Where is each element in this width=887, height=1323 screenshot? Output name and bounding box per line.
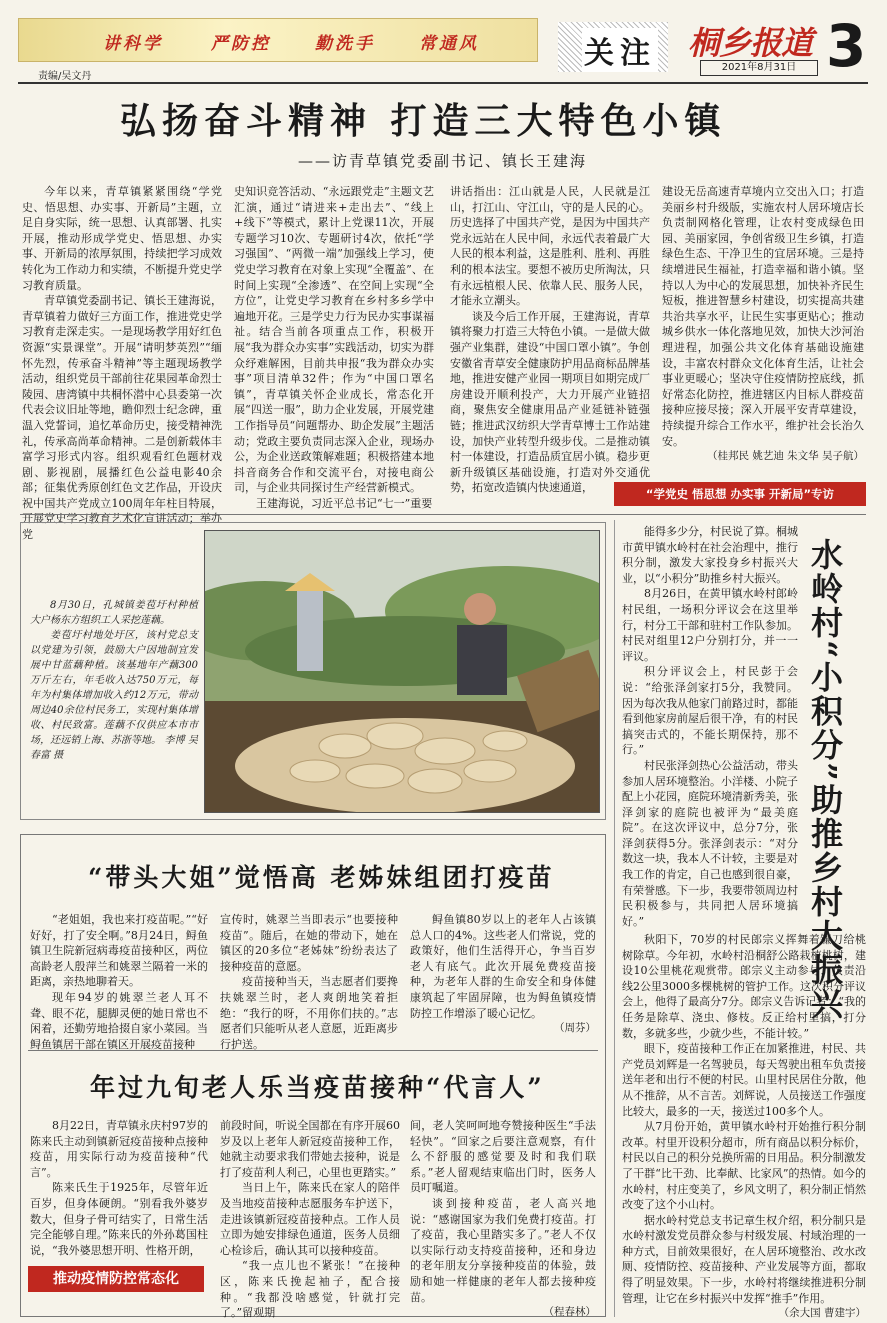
- masthead-divider: [18, 82, 868, 84]
- slogan-1: 讲科学: [103, 34, 163, 54]
- paragraph: 前段时间，听说全国都在有序开展60岁及以上老年人新冠疫苗接种工作，她就主动要求我们带她去接种，说是打了疫苗利人利己，心里也更踏实。”: [220, 1119, 400, 1179]
- article1-column-3: [450, 184, 650, 496]
- paragraph: 间，老人笑呵呵地夸赞接种医生“手法轻快”。“回家之后要注意观察，有什么不舒服的感觉要及时和我们联系。”老人留观结束临出门时，医务人员叮嘱道。: [410, 1119, 596, 1195]
- article1-column-4: [662, 184, 864, 465]
- article1-column-1: [22, 184, 222, 543]
- lotus-root-harvest-photo: [204, 530, 600, 813]
- issue-date: 2021年8月31日: [700, 60, 818, 76]
- article2-headline: “带头大姐”觉悟高 老姊妹组团打疫苗: [88, 863, 555, 892]
- paragraph: 陈来氏生于1925年，尽管年近百岁，但身体硬朗。“别看我外婆岁数大，但身子骨可结实了，日常生活完全能够自理。”陈来氏的外孙葛国柱说，“我外婆思想开明、性格开朗，: [30, 1181, 208, 1257]
- article1-credit: （桂邦民 姚艺迪 朱文华 吴子航）: [706, 450, 864, 463]
- paragraph: 积分评议会上，村民彭于会说：“给张泽剑家打5分，我赞同。因为每次我从他家门前路过时，都能看到他家房前屋后很干净，有的村民搞突击式的，不能长期保持，那不行。”: [622, 665, 798, 757]
- editor-credit: 责编/吴文丹: [38, 71, 92, 82]
- slogan-3: 勤洗手: [315, 34, 375, 54]
- caption-line: 8月30日，孔城镇姜苞圩村种植大户杨东方组织工人采挖莲藕。: [30, 600, 198, 626]
- paragraph: 谈及今后工作开展，王建海说，青草镇将聚力打造三大特色小镇。一是做大做强产业集群，建设“中国口罩小镇”。争创安徽省青草安全健康防护用品商标品牌基地，推进安健产业园一期项目如期完成厂房建设开顺利投产，大力开展产业链招商，聚焦安全健康用品产业延链补链强链；推进武汉纺织大学青草博士工作站建设，加快产业转型升级步伐。二是推动镇村一体建设，打造品质宜居小镇。稳步更新升级镇区基础设施，打造对外交通优势，拓宽改造镇内快速通道，: [450, 309, 650, 495]
- paragraph: 8月26日，在黄甲镇水岭村郎岭村民组，一场积分评议会在这里举行，村分工干部和驻村工作队参加。村民对组里12户分别打分，并一一评议。: [622, 587, 798, 663]
- article3-column-3: [410, 1118, 596, 1321]
- paragraph: “老姐姐，我也来打疫苗呢。”“好好好，打了安全啊。”8月24日，鲟鱼镇卫生院新冠病毒疫苗接种区，两位高龄老人殷萍兰和姚翠兰隔着一米的距离，亲热地聊着天。: [30, 913, 208, 989]
- photo-caption: [30, 598, 198, 763]
- paragraph: 8月22日，青草镇永庆村97岁的陈来氏主动到镇新冠疫苗接种点接种疫苗，用实际行动为疫苗接种“代言”。: [30, 1119, 208, 1179]
- article4-top-column: [622, 524, 798, 929]
- article2-column-1: [30, 912, 208, 1052]
- paragraph: 从7月份开始，黄甲镇水岭村开始推行积分制改革。村里开设积分超市，所有商品以积分标价，村民以自己的积分兑换所需的日用品。积分制激发了干群“比干劲、比奉献、比家风”的热情。如今的水岭村，村庄变美了，乡风文明了，积分制正悄然改变了这个小山村。: [622, 1120, 866, 1212]
- paragraph: 建设无岳高速青草境内立交出入口；打造美丽乡村升级版，实施农村人居环境店长负责制网格化管理，让农村变成绿色田园、美丽家园，争创省级卫生乡镇，打造绿色生态、干净卫生的宜居环境。三是持续增进民生福祉，打造幸福和谐小镇。坚持以人为中心的发展思想，加快补齐民生短板，推进智慧乡村建设，切实提高共建共治共享水平，让民生实事更贴心；推动城乡供水一体化落地见效，加快大沙河治理进程，加强公共文化体育基础设施建设，丰富农村群众文化体育生活，让社会事业更暖心；坚决守住疫情防控底线，抓好常态化防控，推进辖区内目标人群疫苗接种应接尽接；深入开展平安青草建设，持续提升综合工作水平，维护社会长治久安。: [662, 185, 864, 448]
- paragraph: 秋阳下，70岁的村民郎宗义挥舞着镰刀给桃树除草。今年初，水岭村沿桐舒公路栽植桃树，建设10公里桃花观赏带。郎宗义主动参与，负责沿线2公里3000多棵桃树的管护工作。这次积分评议会上，他得了最高分7分。郎宗义告诉记者：“我的任务是除草、浇虫、修枝。反正给村里搞，打分数，多就多些，少就少些，不能计较。”: [622, 933, 866, 1040]
- article1-column-2: [234, 184, 434, 511]
- paragraph: 能得多少分，村民说了算。桐城市黄甲镇水岭村在社会治理中，推行积分制，激发大家投身乡村振兴大业，以“小积分”助推乡村大振兴。: [622, 525, 798, 585]
- slogan-4: 常通风: [419, 34, 479, 54]
- column-tag: “学党史 悟思想 办实事 开新局”专访: [614, 482, 866, 506]
- article3-credit: （程春林）: [543, 1306, 596, 1319]
- story-divider: [28, 1050, 598, 1051]
- article2-column-3: [410, 912, 596, 1037]
- paragraph: 村民张泽剑热心公益活动，带头参加人居环境整治。小洋楼、小院子配上小花园，庭院环境清新秀美，张泽剑家的庭院也被评为“最美庭院”。在这次评议中，总分7分，张泽剑获得5分。张泽剑表示：“对分数这一块，我本人不计较，主要是对我工作的肯定，自己也感到很自豪，有荣誉感。下一步，我要带领周边村民积极参与，共同把人居环境搞好。”: [622, 758, 798, 928]
- paragraph: 宣传时，姚翠兰当即表示“也要接种疫苗”。随后，在她的带动下，她在镇区的20多位“老姊妹”纷纷表达了接种疫苗的意愿。: [220, 913, 398, 973]
- harvest-illustration: [205, 531, 600, 813]
- article1-subtitle: ——访青草镇党委副书记、镇长王建海: [298, 152, 588, 170]
- article2-column-2: [220, 912, 398, 1052]
- paragraph: 青草镇党委副书记、镇长王建海说，青草镇着力做好三方面工作，推进党史学习教育走深走实。一是现场教学用好红色资源“实景课堂”。开展“请明梦英烈”“缅怀先烈，传承奋斗精神”等主题现场教学活动，组织党员干部前往花果园革命烈士陵园、唐湾镇中共桐怀潜中心县委第一次代表会议旧址等地，瞻仰烈士纪念碑，重温入党誓词，追忆革命历史，接受精神洗礼，传承高尚革命精神。二是创新载体丰富学习形式内容。组织观看红色题材戏剧、影视剧，展播红色公益电影40余部；征集优秀原创红色文艺作品，开设庆祝中国共产党成立100周年年柱目特展，开展党史学习教育艺术化宣讲活动；举办党: [22, 294, 222, 542]
- bottom-tag: 推动疫情防控常态化: [28, 1266, 204, 1292]
- paragraph: 疫苗接种当天，当志愿者们要搀扶姚翠兰时，老人爽朗地笑着拒绝：“我行的呀，不用你们扶的。”志愿者们只能听从老人意愿，近距离步行护送。: [220, 975, 398, 1051]
- article3-column-1: [30, 1118, 208, 1258]
- paragraph: 史知识竞答活动、“永远跟党走”主题文艺汇演，通过“请进来+走出去”、“线上+线下”等模式，累计上党课11次，开展专题学习10次、专题研讨4次，依托“学习强国”、“两微一端”加强线上学习，使党史学习教育在对象上实现“全覆盖”、在时间上实现“全渗透”、在空间上实现“全方位”，让党史学习教育在乡村多乡学中遍地开花。三是学史力行为民办实事谋福祉。结合当前各项重点工作，积极开展“我为群众办实事”实践活动，切实为群众纾难解困，目前共申报“我为群众办实事”项目清单32件；作为“中国口罩名镇”，青草镇关怀企业成长，常态化开展“四送一服”，助力企业发展，开展党建工作指导员“问题帮办、助企发展”主题活动；党政主要负责同志深入企业，现场办公，为企业送政策解难题；积极搭建本地抖音商务合作和交流平台，对接电商公司，与企业共同探讨生产经营新模式。: [234, 185, 434, 495]
- article3-column-2: [220, 1118, 400, 1321]
- paragraph: 眼下，疫苗接种工作正在加紧推进，村民、共产党员刘辉是一名驾驶员，每天驾驶出租车负责接送年老和出行不便的村民。山里村民居住分散，他从不推辞，从不言苦。刘辉说，人员接送工作强度比较大，最多的一天，接送过100多个人。: [622, 1042, 866, 1118]
- page-number: 3: [826, 12, 867, 80]
- article2-credit: （周芬）: [554, 1022, 596, 1035]
- section-divider: [20, 514, 866, 515]
- paragraph: 王建海说，习近平总书记“七一”重要: [256, 496, 433, 510]
- paragraph: 当日上午，陈来氏在家人的陪伴及当地疫苗接种志愿服务车护送下，走进该镇新冠疫苗接种点。工作人员立即为她安排绿色通道，医务人员细心检诊后，确认其可以接种疫苗。: [220, 1181, 400, 1257]
- section-label: [558, 22, 668, 72]
- slogan-banner: [18, 18, 538, 62]
- right-column-divider: [614, 520, 615, 1317]
- paragraph: 讲话指出：江山就是人民，人民就是江山，打江山、守江山，守的是人民的心。历史选择了中国共产党，是因为中国共产党永远站在人民中间，永远代表着最广大人民的根本利益，这是胜利、胜利、再胜利的根本法宝。要想不被历史所淘汰，只有永远植根人民、依靠人民、服务人民，才能永立潮头。: [450, 185, 650, 308]
- paragraph: 据水岭村党总支书记章生权介绍，积分制只是水岭村激发党员群众参与村级发展、村域治理的一种方式，目前效果很好，在人居环境整治、改水改厕、疫情防控、疫苗接种、产业发展等方面，都取得了明显效果。下一步，水岭村将继续推进积分制管理，让它在乡村振兴中发挥“推手”作用。: [622, 1213, 866, 1305]
- paragraph: 鲟鱼镇80岁以上的老年人占该镇总人口的4%。这些老人们常说，党的政策好，他们生活得开心，争当百岁老人有底气。此次开展免费疫苗接种，为老年人群的生命安全和身体健康筑起了牢固屏障，也为鲟鱼镇疫情防控工作增添了暖心记忆。: [410, 913, 596, 1020]
- paragraph: 谈到接种疫苗，老人高兴地说：“感谢国家为我们免费打疫苗。打了疫苗，我心里踏实多了。”老人不仅以实际行动支持疫苗接种，还和身边的老年朋友分享接种疫苗的体验，鼓励和她一样健康的老年人都去接种疫苗。: [410, 1196, 596, 1304]
- article4-bottom-column: [622, 932, 866, 1322]
- slogan-2: 严防控: [211, 34, 271, 54]
- article1-headline: 弘扬奋斗精神 打造三大特色小镇: [120, 100, 727, 142]
- article3-headline: 年过九旬老人乐当疫苗接种“代言人”: [90, 1073, 545, 1102]
- article4-headline: 水岭村“小积分”助推乡村大振兴: [806, 538, 844, 1021]
- paper-logo: 桐乡报道: [688, 24, 813, 62]
- article4-credit: （余大国 曹建宇）: [778, 1307, 866, 1320]
- paragraph: “我一点儿也不紧张！”在接种区，陈来氏挽起袖子，配合接种。“我都没啥感觉，针就打完了。”留观期: [220, 1259, 400, 1320]
- section-title: 关注: [582, 28, 658, 72]
- caption-line: 姜苞圩村地处圩区，该村党总支以党建为引领，鼓励大户因地制宜发展中甘蓝藕种植。该基地年产藕300万斤左右，年毛收入达750万元，每年为村集体增加收入约12万元，带动周边40余位村民务工，实现村集体增收、村民致富。莲藕不仅供应本市市场，还远销上海、苏浙等地。 李博 吴春富 摄: [30, 630, 198, 761]
- paragraph: 今年以来，青草镇紧紧围绕“学党史、悟思想、办实事、开新局”主题，立足自身实际，统一思想、认真部署、扎实开展，推动形成学党史、悟思想、办实事、开新局的浓厚氛围，持续把学习成效转化为工作动力和实绩，不断提升党史学习教育质量。: [22, 185, 222, 292]
- paragraph: 现年94岁的姚翠兰老人耳不聋、眼不花，腿脚灵便的她日常也不闲着，还勤劳地拾掇自家小菜园。当鲟鱼镇居干部在镇区开展疫苗接种: [30, 990, 208, 1051]
